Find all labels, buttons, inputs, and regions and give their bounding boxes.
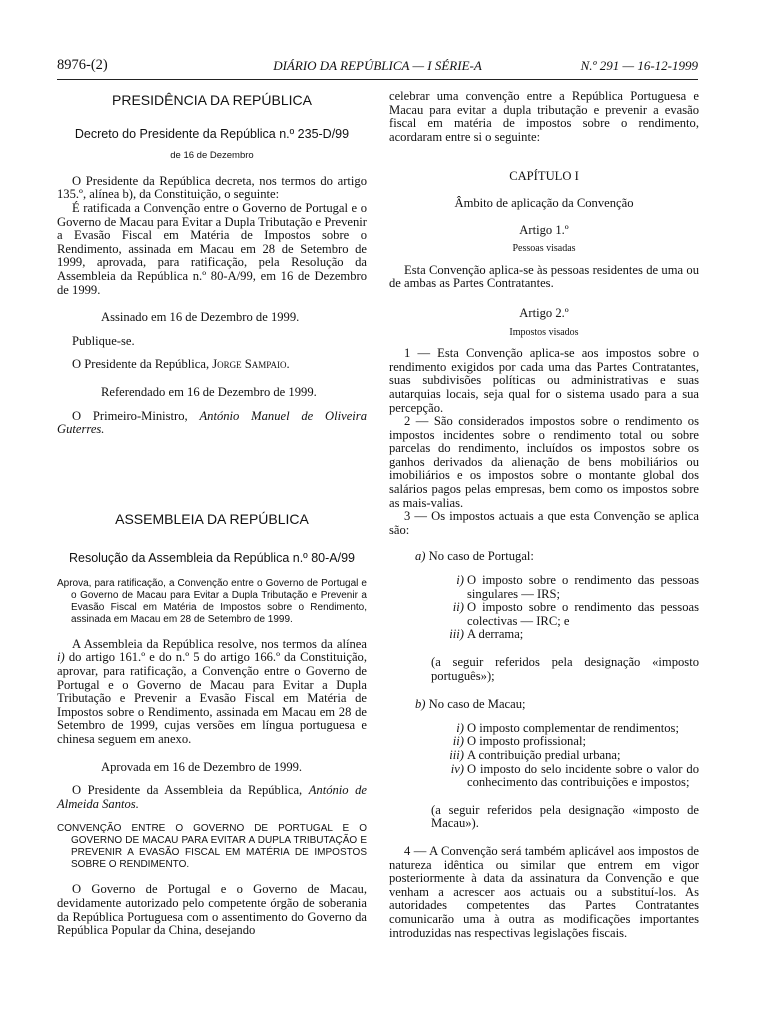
approved-line: Aprovada em 16 de Dezembro de 1999. — [101, 759, 303, 774]
left-column — [57, 90, 367, 938]
countersigned-line: Referendado em 16 de Dezembro de 1999. — [101, 384, 317, 399]
article-1-text: Esta Convenção aplica-se às pessoas residentes de uma ou de ambas as Partes Contratantes. — [389, 262, 699, 291]
list-item — [389, 763, 699, 790]
article-1-title: Pessoas visadas — [512, 243, 576, 255]
presidency-title: PRESIDÊNCIA DA REPÚBLICA — [112, 92, 312, 108]
decree-paragraph-2: É ratificada a Convenção entre o Governo de Portugal e o Governo de Macau para Evitar a Dupla Tributação e Prevenir a Evasão Fiscal em Matéria de Impostos sobre o Rendimento, assinada em Macau em 28 de Setembro de 1999, aprovada, para ratificação, pela Resolução da Assembleia da República n.º 80-A/99, em 16 de Dezembro de 1999. — [57, 200, 367, 297]
president-label: O Presidente da República, — [72, 357, 210, 372]
article-2-title: Impostos visados — [509, 326, 579, 338]
president-name: Jorge Sampaio. — [212, 357, 290, 372]
portugal-clause-label: a) — [415, 549, 426, 564]
item-text: A derrama; — [467, 627, 524, 642]
decree-title: Decreto do Presidente da República n.º 235-D/99 — [74, 126, 350, 141]
issue-number: N.º 291 — 16-12-1999 — [580, 58, 698, 73]
item-number: ii) — [452, 600, 464, 615]
list-item — [389, 735, 699, 749]
chapter-title: Âmbito de aplicação da Convenção — [454, 195, 634, 210]
item-text: O imposto do selo incidente sobre o valor do conhecimento das contribuições e impostos; — [467, 761, 699, 790]
item-text: O imposto complementar de rendimentos; — [467, 720, 679, 735]
resolution-title: Resolução da Assembleia da República n.º 80-A/99 — [69, 551, 355, 566]
item-number: i) — [456, 720, 464, 735]
signed-line: Assinado em 16 de Dezembro de 1999. — [101, 310, 300, 325]
list-item — [389, 722, 699, 736]
publish-line: Publique-se. — [72, 333, 135, 348]
item-text: O imposto profissional; — [467, 734, 586, 749]
assembly-president-signature — [57, 784, 367, 811]
assembly-president-name: António de Almeida Santos. — [57, 783, 368, 811]
resolution-text-b: do artigo 161.º e do n.º 5 do artigo 166.º da Constituição, aprovar, para ratificação, a Convenção entre o Governo de Portugal e o Governo de Macau para Evitar a Dupla Tributação e Prevenir a Evasão Fiscal em Matéria de Impostos sobre o Rendimento, assinada em Macau em 28 de Setembro de 1999, cujas versões em língua portuguesa e chinesa seguem em anexo. — [57, 650, 367, 747]
item-number: iii) — [449, 627, 464, 642]
portugal-clause — [389, 550, 699, 564]
macau-clause-text: No caso de Macau; — [428, 697, 526, 712]
convention-paragraph-1: O Governo de Portugal e o Governo de Macau, devidamente autorizado pelo competente órgão de soberania da República Portuguesa com o assentimento do Governo da República Popular da China, desejando — [57, 882, 367, 938]
item-number: i) — [456, 573, 464, 588]
item-number: ii) — [452, 734, 464, 749]
list-item — [389, 628, 699, 642]
pm-label: O Primeiro-Ministro, — [72, 408, 188, 423]
decree-date: de 16 de Dezembro — [170, 150, 254, 162]
portugal-note: (a seguir referidos pela designação «imposto português»); — [431, 655, 699, 683]
article-2-paragraph-3: 3 — Os impostos actuais a que esta Convenção se aplica são: — [389, 509, 699, 537]
convention-heading: CONVENÇÃO ENTRE O GOVERNO DE PORTUGAL E O GOVERNO DE MACAU PARA EVITAR A DUPLA TRIBUTAÇÃO E PREVENIR A EVASÃO FISCAL EM MATÉRIA DE IMPOSTOS SOBRE O RENDIMENTO. — [57, 823, 367, 871]
item-text: O imposto sobre o rendimento das pessoas colectivas — IRC; e — [467, 600, 699, 628]
assembly-president-label: O Presidente da Assembleia da República, — [72, 783, 303, 798]
page-number: 8976-(2) — [57, 57, 108, 73]
list-item — [389, 749, 699, 763]
page-header — [57, 57, 698, 77]
pm-signature — [57, 410, 367, 437]
article-2-paragraph-4: 4 — A Convenção será também aplicável aos impostos de natureza idêntica ou similar que entrem em vigor posteriormente à data da assinatura da Convenção e que venham a acrescer aos actuais ou a substituí-los. As autoridades competentes das Partes Contratantes comunicarão uma à outra as modificações importantes introduzidas nas respectivas legislações fiscais. — [389, 843, 699, 940]
resolution-summary: Aprova, para ratificação, a Convenção entre o Governo de Portugal e o Governo de Macau para Evitar a Dupla Tributação e Prevenir a Evasão Fiscal em Matéria de Impostos sobre o Rendimento, assinada em Macau em 28 de Setembro de 1999. — [57, 577, 367, 625]
macau-clause — [389, 698, 699, 712]
article-2-paragraph-2: 2 — São considerados impostos sobre o rendimento os impostos incidentes sobre o rendimento total ou sobre parcelas do rendimento, incluídos os impostos sobre os ganhos derivados da alienação de bens mobiliários ou imobiliários e os impostos sobre o montante global dos salários pagos pelas empresas, bem como os impostos sobre as mais-valias. — [389, 414, 699, 510]
resolution-text-a: A Assembleia da República resolve, nos termos da alínea — [72, 636, 367, 651]
macau-clause-label: b) — [415, 697, 426, 712]
macau-note: (a seguir referidos pela designação «imposto de Macau»). — [431, 802, 699, 831]
list-item — [389, 574, 699, 601]
resolution-paragraph — [57, 638, 367, 747]
right-column — [389, 90, 699, 940]
chapter-heading: CAPÍTULO I — [509, 169, 579, 184]
president-signature — [57, 358, 367, 372]
item-number: iv) — [450, 761, 464, 776]
convention-intro: celebrar uma convenção entre a República Portuguesa e Macau para evitar a dupla tributação e prevenir a evasão fiscal em matéria de impostos sobre o rendimento, acordaram entre si o seguinte: — [389, 89, 699, 144]
item-number: iii) — [449, 747, 464, 762]
header-rule — [57, 79, 698, 80]
article-2-paragraph-1: 1 — Esta Convenção aplica-se aos impostos sobre o rendimento exigidos por cada uma das Partes Contratantes, suas subdivisões políticas ou administrativas e suas autarquias locais, seja qual for o sistema usado para a sua percepção. — [389, 346, 699, 415]
list-item — [389, 601, 699, 628]
item-text: O imposto sobre o rendimento das pessoas singulares — IRS; — [467, 573, 699, 601]
article-2-heading: Artigo 2.º — [519, 305, 569, 320]
journal-title: DIÁRIO DA REPÚBLICA — I SÉRIE-A — [273, 58, 482, 73]
pm-name: António Manuel de Oliveira Guterres. — [57, 408, 367, 437]
article-1-heading: Artigo 1.º — [519, 222, 569, 237]
resolution-text-i: i) — [57, 650, 65, 665]
item-text: A contribuição predial urbana; — [467, 747, 621, 762]
assembly-title: ASSEMBLEIA DA REPÚBLICA — [115, 510, 309, 527]
decree-paragraph-1: O Presidente da República decreta, nos termos do artigo 135.º, alínea b), da Constituição, o seguinte: — [57, 173, 367, 202]
portugal-tax-list — [389, 574, 699, 642]
macau-tax-list — [389, 722, 699, 790]
portugal-clause-text: No caso de Portugal: — [428, 549, 534, 564]
